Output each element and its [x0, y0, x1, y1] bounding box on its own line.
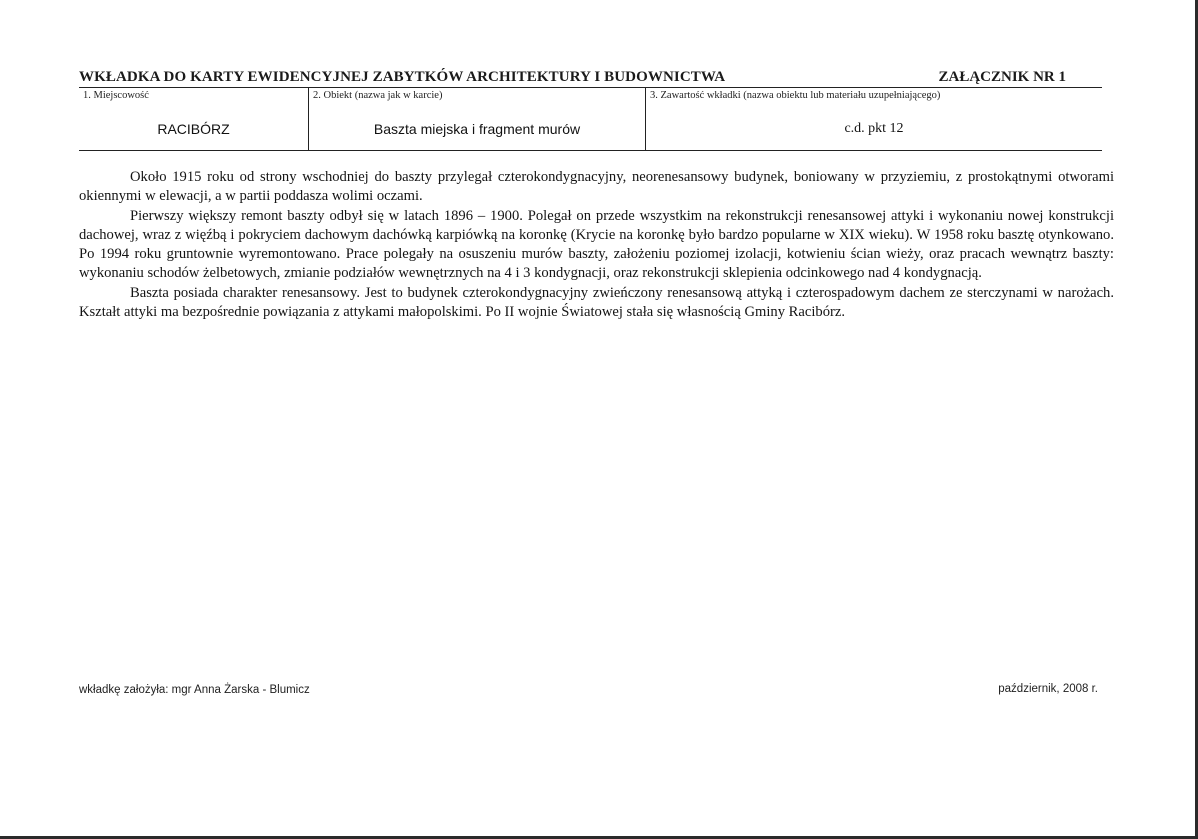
fields-table	[79, 88, 1102, 151]
body-text	[79, 168, 1114, 322]
field-value: RACIBÓRZ	[157, 121, 230, 137]
field-value: c.d. pkt 12	[844, 121, 904, 136]
annex-number: ZAŁĄCZNIK NR 1	[938, 69, 1066, 85]
field-label: 2. Obiekt (nazwa jak w karcie)	[313, 90, 443, 101]
footer-date: październik, 2008 r.	[998, 683, 1098, 695]
paragraph: Baszta posiada charakter renesansowy. Jest to budynek czterokondygnacyjny zwieńczony renesansową attyką i czterospadowym dachem ze sterczynami w narożach. Kształt attyki ma bezpośrednie powiązania z attykami małopolskimi. Po II wojnie Światowej stała się własnością Gminy Racibórz.	[79, 284, 1114, 321]
field-insert-content	[645, 88, 1102, 150]
field-value: Baszta miejska i fragment murów	[373, 121, 581, 137]
field-object	[308, 88, 645, 150]
field-locality	[79, 88, 308, 150]
document-header	[79, 69, 1102, 87]
paragraph: Pierwszy większy remont baszty odbył się w latach 1896 – 1900. Polegał on przede wszystkim na rekonstrukcji renesansowej attyki i wykonaniu nowej konstrukcji dachowej, wraz z więźbą i pokryciem dachowym dachówką karpiówką na koronkę (Krycie na koronkę było bardzo popularne w XIX wieku). W 1958 roku basztę otynkowano. Po 1994 roku gruntownie wyremontowano. Prace polegały na osuszeniu murów baszty, założeniu poziomej izolacji, kotwieniu ścian wieży, oraz pracach wewnątrz baszty: wykonaniu schodów żelbetowych, zmianie podziałów wewnętrznych na 4 i 3 kondygnacji, oraz rekonstrukcji sklepienia odcinkowego nad 4 kondygnacją.	[79, 207, 1114, 282]
footer-author: wkładkę założyła: mgr Anna Żarska - Blumicz	[79, 684, 310, 696]
field-label: 3. Zawartość wkładki (nazwa obiektu lub materiału uzupełniającego)	[650, 90, 941, 101]
paragraph: Około 1915 roku od strony wschodniej do baszty przylegał czterokondygnacyjny, neorenesansowy budynek, boniowany w przyziemiu, z prostokątnymi otworami okiennymi w elewacji, a w partii poddasza wolimi oczami.	[79, 169, 1114, 205]
field-label: 1. Miejscowość	[83, 90, 149, 101]
document-title: WKŁADKA DO KARTY EWIDENCYJNEJ ZABYTKÓW ARCHITEKTURY I BUDOWNICTWA	[79, 69, 726, 85]
